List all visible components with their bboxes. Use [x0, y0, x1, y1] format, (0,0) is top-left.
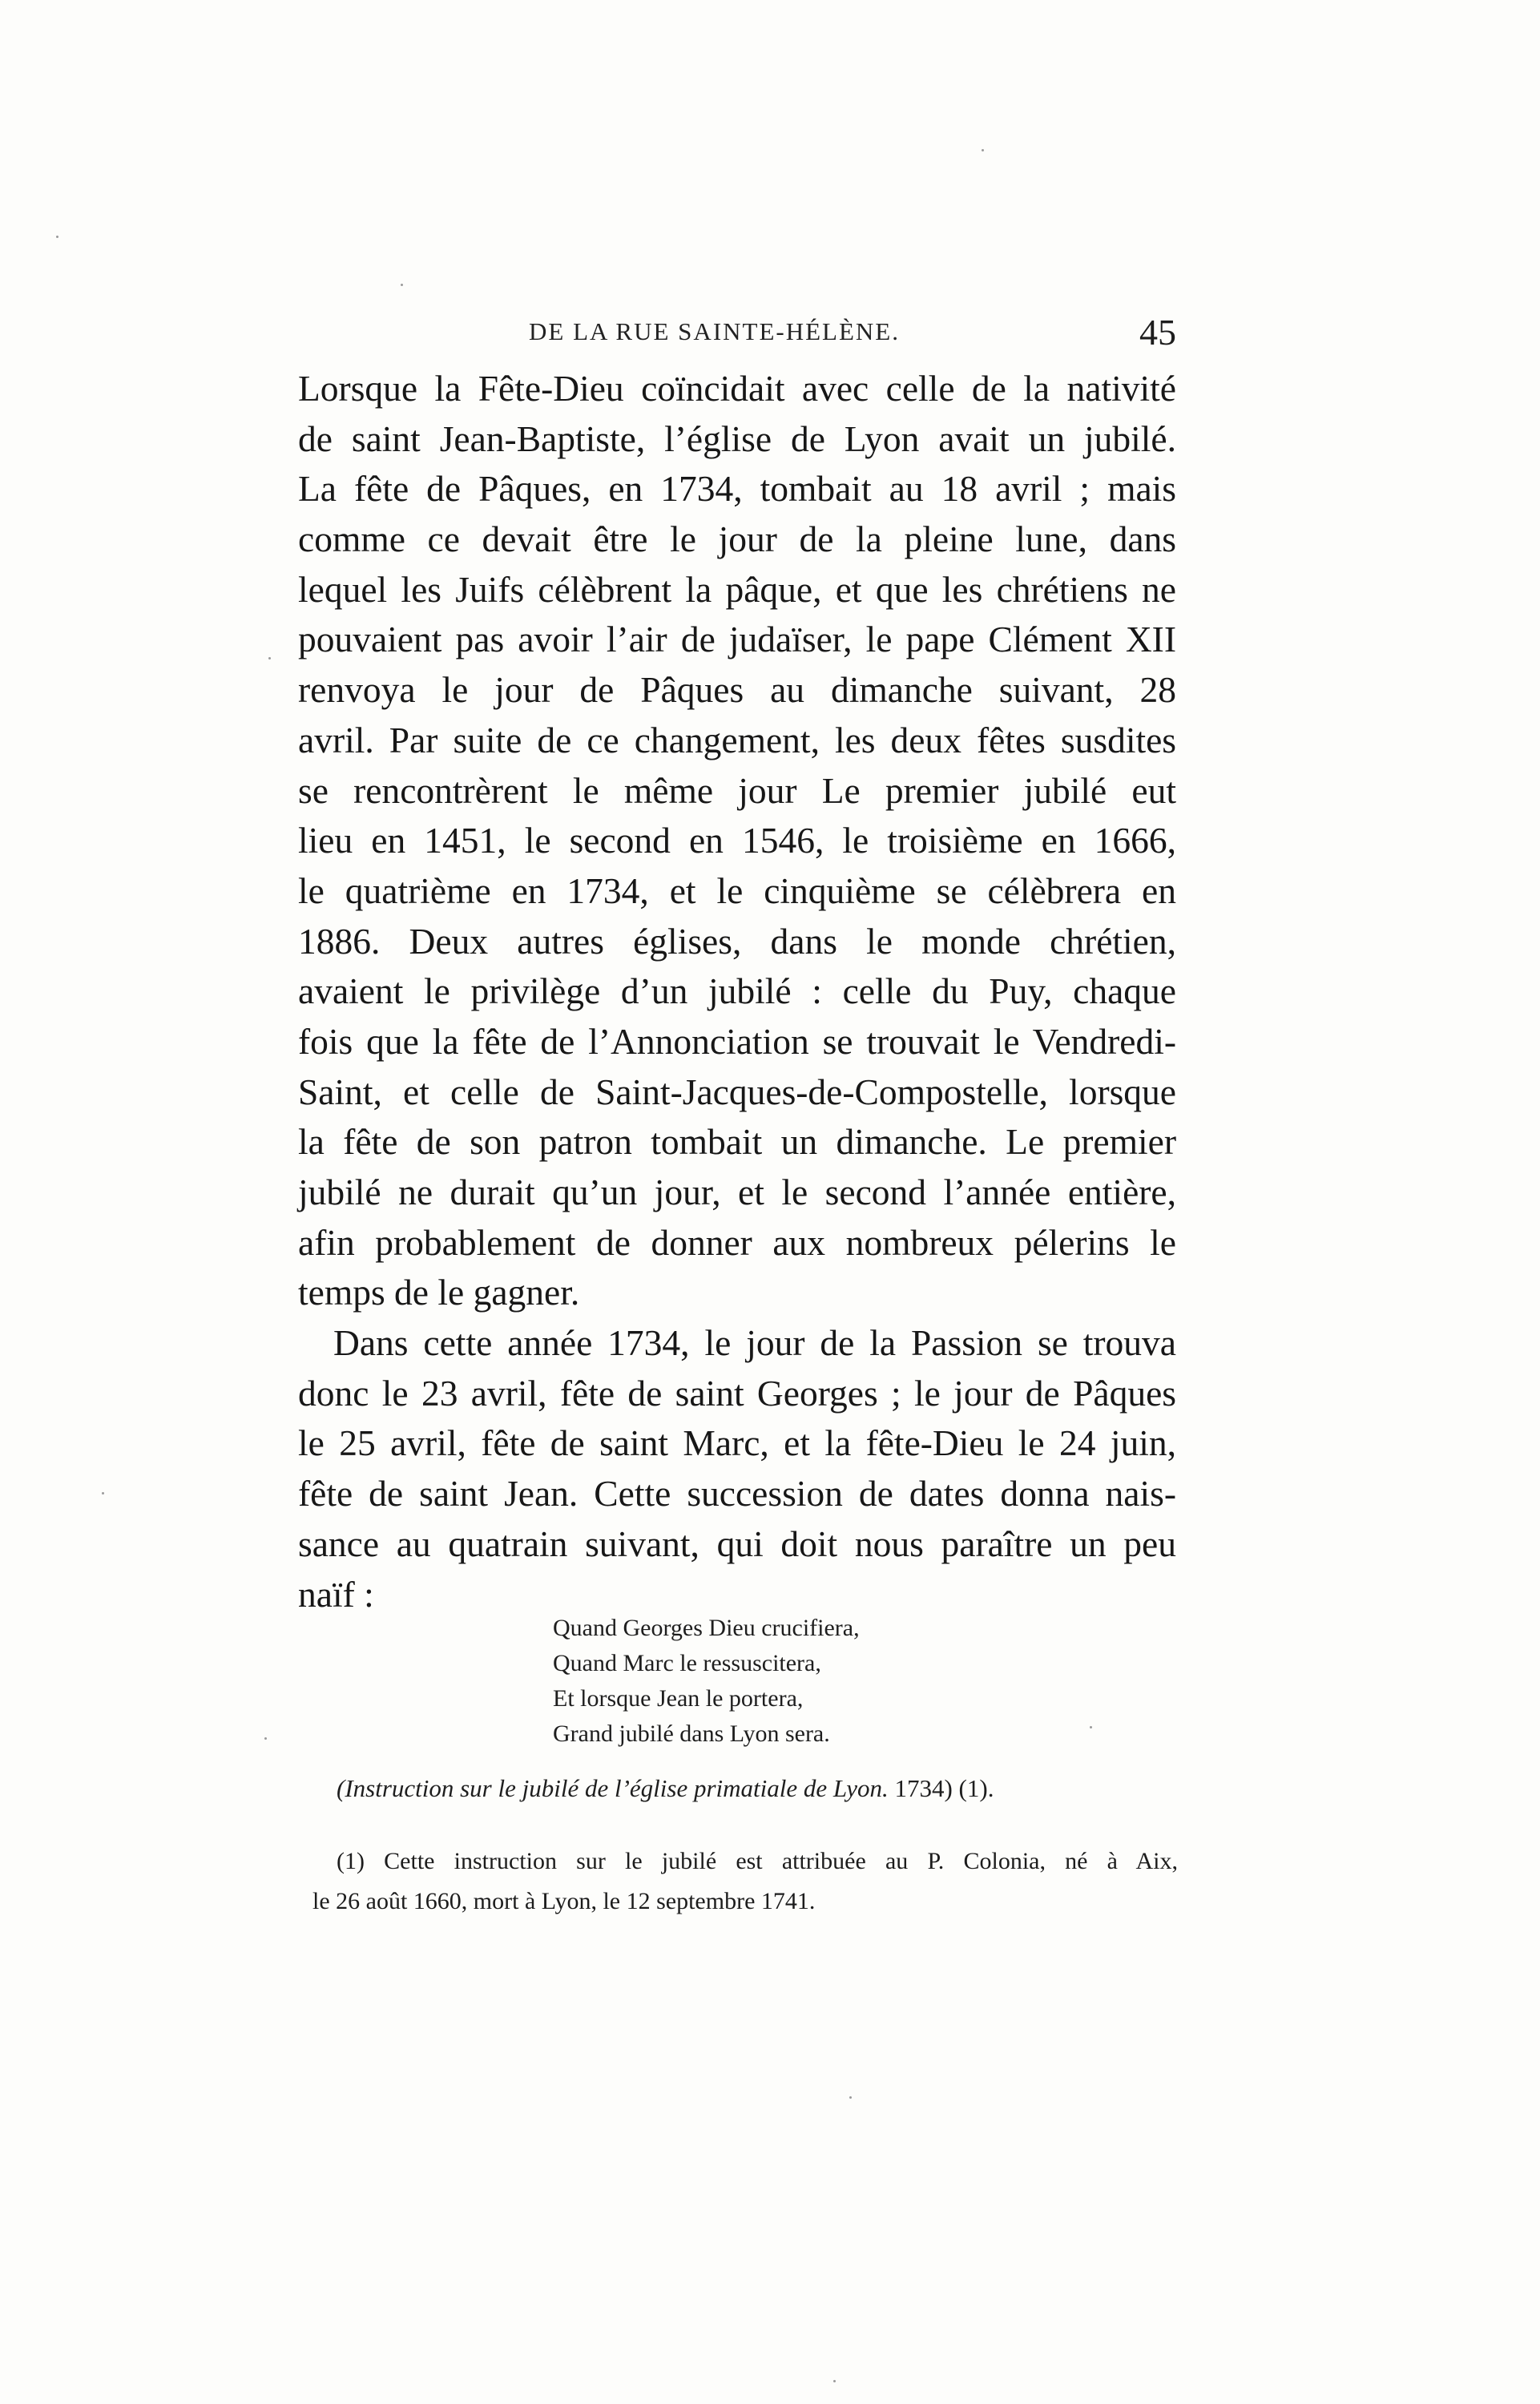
paper-speck [56, 236, 58, 238]
text-line: lieu en 1451, le second en 1546, le troisième en 1666, [298, 820, 1176, 861]
text-line: pouvaient pas avoir l’air de judaïser, le pape Clément XII [298, 619, 1176, 660]
paper-speck [833, 2380, 836, 2382]
text-line: renvoya le jour de Pâques au dimanche suivant, 28 [298, 669, 1176, 711]
citation-title: (Instruction sur le jubilé de l’église primatiale de Lyon. [337, 1774, 889, 1802]
text-line: jubilé ne durait qu’un jour, et le second l’année entière, [298, 1172, 1176, 1212]
paper-speck [268, 657, 271, 659]
paragraph-start-line: Dans cette année 1734, le jour de la Passion se trouva [333, 1322, 1176, 1364]
text-line: lequel les Juifs célèbrent la pâque, et que les chrétiens ne [298, 568, 1176, 610]
text-line: le quatrième en 1734, et le cinquième se célèbrera en [298, 869, 1176, 911]
text-line: de saint Jean-Baptiste, l’église de Lyon avait un jubilé. [298, 417, 1176, 459]
paper-speck [401, 284, 403, 286]
paper-speck [1090, 1726, 1092, 1728]
text-line: Saint, et celle de Saint-Jacques-de-Compostelle, lorsque [298, 1071, 1176, 1112]
paper-speck [264, 1737, 267, 1740]
verse-line: Quand Georges Dieu crucifiera, [553, 1615, 860, 1641]
text-line: avaient le privilège d’un jubilé : celle du Puy, chaque [298, 970, 1176, 1012]
text-line: fois que la fête de l’Annonciation se trouvait le Vendredi- [298, 1020, 1176, 1062]
body-text [298, 364, 1176, 1619]
text-line: le 25 avril, fête de saint Marc, et la fête-Dieu le 24 juin, [298, 1422, 1176, 1464]
citation-year: 1734) (1). [888, 1774, 994, 1802]
verse-line: Et lorsque Jean le portera, [553, 1685, 804, 1712]
text-line: fête de saint Jean. Cette succession de dates donna nais- [298, 1473, 1176, 1515]
verse-line: Grand jubilé dans Lyon sera. [553, 1720, 830, 1747]
quatrain [553, 1611, 1034, 1752]
text-line: naïf : [298, 1573, 374, 1615]
text-line: avril. Par suite de ce changement, les deux fêtes susdites [298, 719, 1176, 760]
running-head: DE LA RUE SAINTE-HÉLÈNE. [529, 317, 900, 345]
text-line: Lorsque la Fête-Dieu coïncidait avec celle de la nativité [298, 368, 1176, 409]
text-line: afin probablement de donner aux nombreux pélerins le [298, 1221, 1176, 1263]
quatrain-citation [337, 1771, 1178, 1806]
text-line: temps de le gagner. [298, 1272, 580, 1313]
paper-speck [102, 1492, 104, 1494]
text-line: donc le 23 avril, fête de saint Georges ; le jour de Pâques [298, 1372, 1176, 1414]
footnote-line: (1) Cette instruction sur le jubilé est attribuée au P. Colonia, né à Aix, [337, 1848, 1178, 1874]
text-line: comme ce devait être le jour de la pleine lune, dans [298, 518, 1176, 560]
text-line: La fête de Pâques, en 1734, tombait au 18 avril ; mais [298, 468, 1176, 510]
text-line: se rencontrèrent le même jour Le premier jubilé eut [298, 769, 1176, 811]
text-line: 1886. Deux autres églises, dans le monde chrétien, [298, 920, 1176, 962]
footnote [312, 1841, 1178, 1922]
page-number: 45 [1139, 312, 1176, 353]
paper-speck [982, 149, 984, 151]
page-header [298, 311, 1176, 356]
footnote-line: le 26 août 1660, mort à Lyon, le 12 septembre 1741. [312, 1888, 816, 1914]
verse-line: Quand Marc le ressuscitera, [553, 1650, 821, 1676]
paper-speck [849, 2096, 852, 2099]
text-line: sance au quatrain suivant, qui doit nous paraître un peu [298, 1523, 1176, 1564]
text-line: la fête de son patron tombait un dimanche. Le premier [298, 1121, 1176, 1163]
